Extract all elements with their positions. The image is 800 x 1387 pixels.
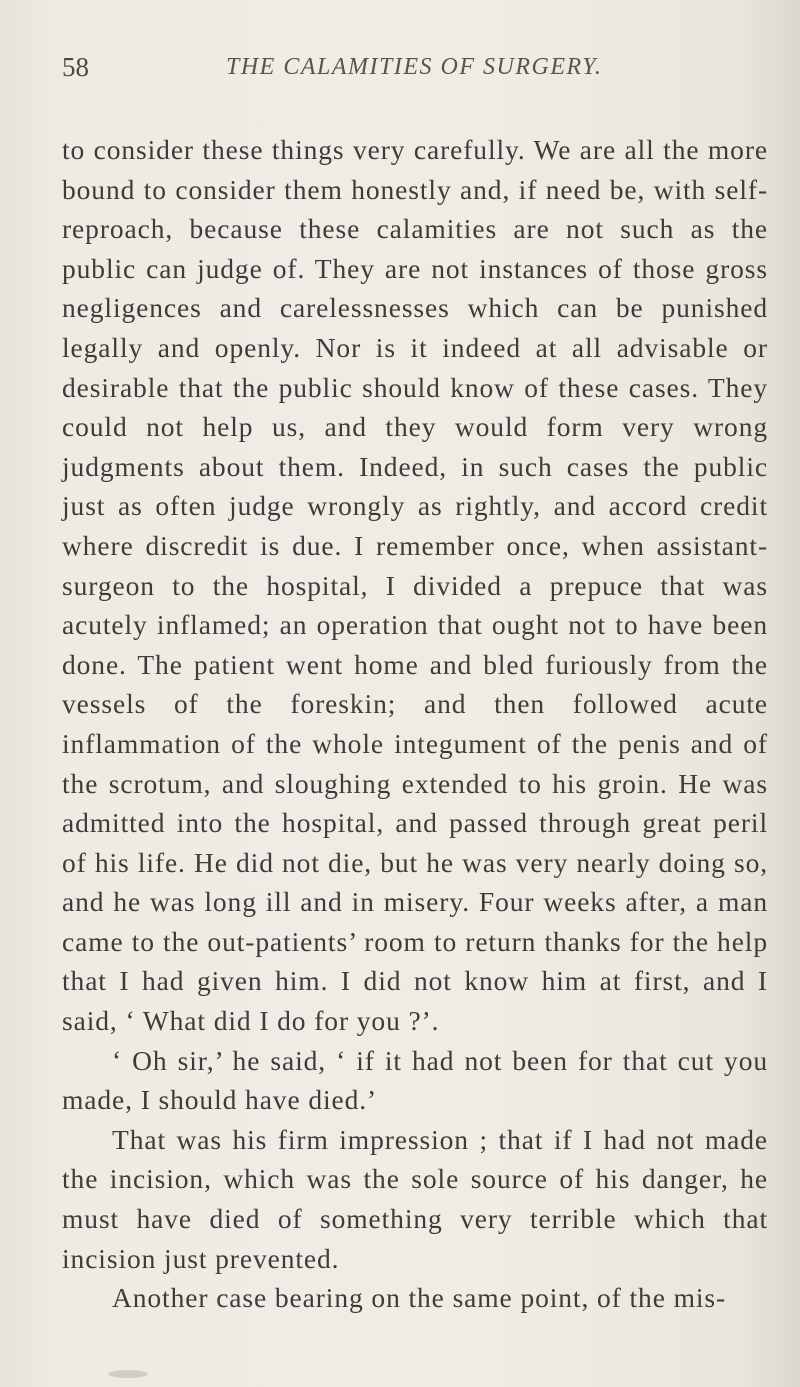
running-head: THE CALAMITIES OF SURGERY. — [226, 54, 603, 80]
ink-smudge — [108, 1370, 148, 1378]
body-text — [62, 130, 768, 1318]
paragraph: to consider these things very carefully. We are all the more bound to consider them honestly and, if need be, with self-reproach, because these calamities are not such as the public can judge of. They are not instances of those gross negligences and carelessnesses which can be punished legally and openly. Nor is it indeed at all advisable or desirable that the public should know of these cases. They could not help us, and they would form very wrong judgments about them. Indeed, in such cases the public just as often judge wrongly as rightly, and accord credit where discredit is due. I remember once, when assistant-surgeon to the hospital, I divided a prepuce that was acutely inflamed; an operation that ought not to have been done. The patient went home and bled furiously from the vessels of the foreskin; and then followed acute inflammation of the whole integument of the penis and of the scrotum, and sloughing extended to his groin. He was admitted into the hospital, and passed through great peril of his life. He did not die, but he was very nearly doing so, and he was long ill and in misery. Four weeks after, a man came to the out-patients’ room to return thanks for the help that I had given him. I did not know him at first, and I said, ‘ What did I do for you ?’. — [62, 134, 768, 1037]
paragraph: Another case bearing on the same point, of the mis- — [112, 1282, 727, 1314]
paragraph: ‘ Oh sir,’ he said, ‘ if it had not been for that cut you made, I should have died.’ — [62, 1044, 768, 1116]
paragraph: That was his firm impression ; that if I had not made the incision, which was the sole source of his danger, he must have died of something very terrible which that incision just prevented. — [62, 1123, 768, 1274]
page-header — [62, 52, 762, 92]
page-number: 58 — [62, 52, 89, 82]
